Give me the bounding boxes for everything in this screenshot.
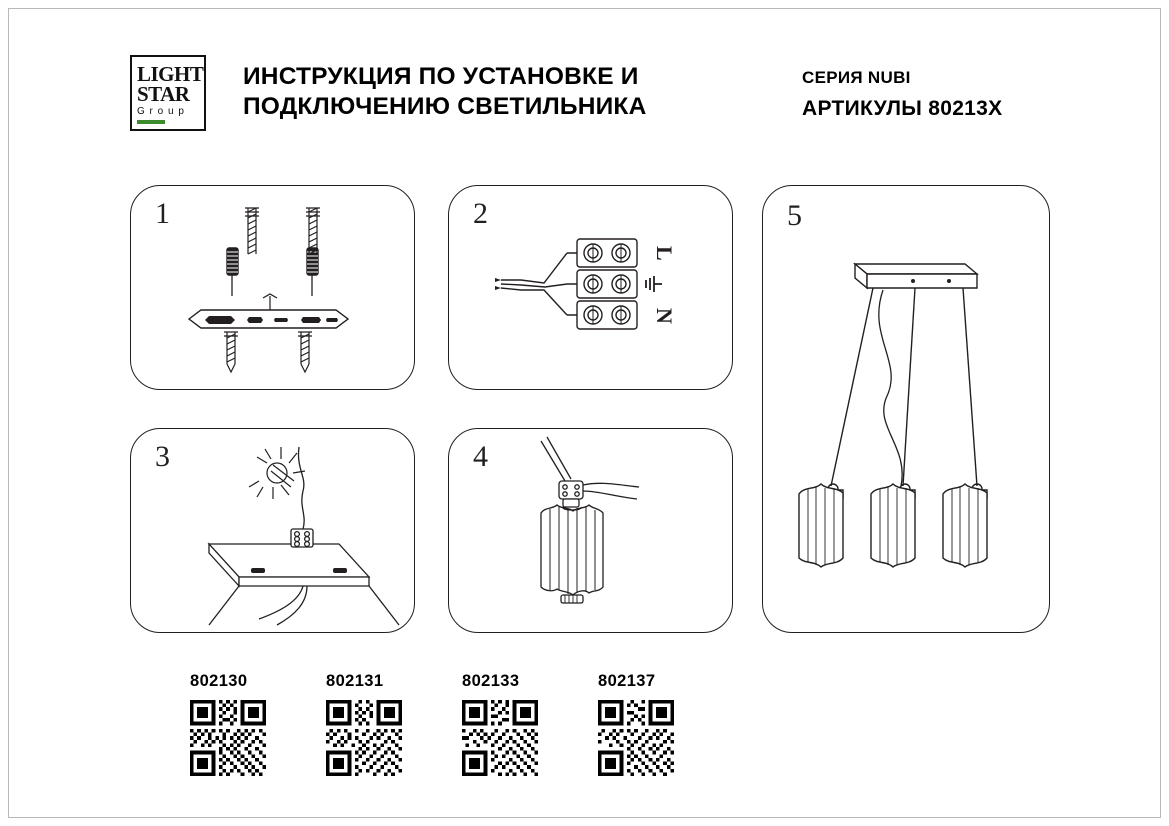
qr-item [190, 672, 268, 776]
logo-line-1: LIGHT [137, 62, 204, 86]
qr-item [326, 672, 404, 776]
step-number-4: 4 [473, 440, 488, 473]
series-info [802, 68, 1102, 121]
step-panel-2 [448, 185, 733, 390]
qr-code-image[interactable] [326, 700, 402, 776]
step-4-illustration [449, 429, 734, 634]
qr-label: 802133 [462, 672, 520, 690]
qr-code-image[interactable] [462, 700, 538, 776]
step-panel-4 [448, 428, 733, 633]
qr-label: 802137 [598, 672, 656, 690]
brand-logo [130, 55, 206, 131]
qr-item [598, 672, 676, 776]
logo-group-text: G r o u p [137, 106, 185, 117]
step-number-2: 2 [473, 197, 488, 230]
step-panel-5 [762, 185, 1050, 633]
step-panel-3 [130, 428, 415, 633]
qr-item [462, 672, 540, 776]
step-panel-1 [130, 185, 415, 390]
step-3-illustration [131, 429, 416, 634]
svg-text:N: N [652, 308, 677, 324]
svg-text:L: L [652, 246, 677, 261]
logo-accent-bar [137, 120, 165, 124]
logo-line-2: STAR [137, 82, 190, 106]
qr-code-image[interactable] [598, 700, 674, 776]
step-number-5: 5 [787, 199, 802, 232]
article-label: АРТИКУЛЫ 80213X [802, 97, 1003, 120]
page-title: ИНСТРУКЦИЯ ПО УСТАНОВКЕ И ПОДКЛЮЧЕНИЮ СВЕТИЛЬНИКА [243, 63, 647, 120]
series-label: СЕРИЯ NUBI [802, 68, 911, 87]
step-number-1: 1 [155, 197, 170, 230]
qr-code-list [190, 672, 676, 776]
qr-code-image[interactable] [190, 700, 266, 776]
step-1-illustration [131, 186, 416, 391]
step-number-3: 3 [155, 440, 170, 473]
qr-label: 802130 [190, 672, 248, 690]
qr-label: 802131 [326, 672, 384, 690]
step-5-illustration [763, 186, 1051, 634]
step-2-illustration [449, 186, 734, 391]
